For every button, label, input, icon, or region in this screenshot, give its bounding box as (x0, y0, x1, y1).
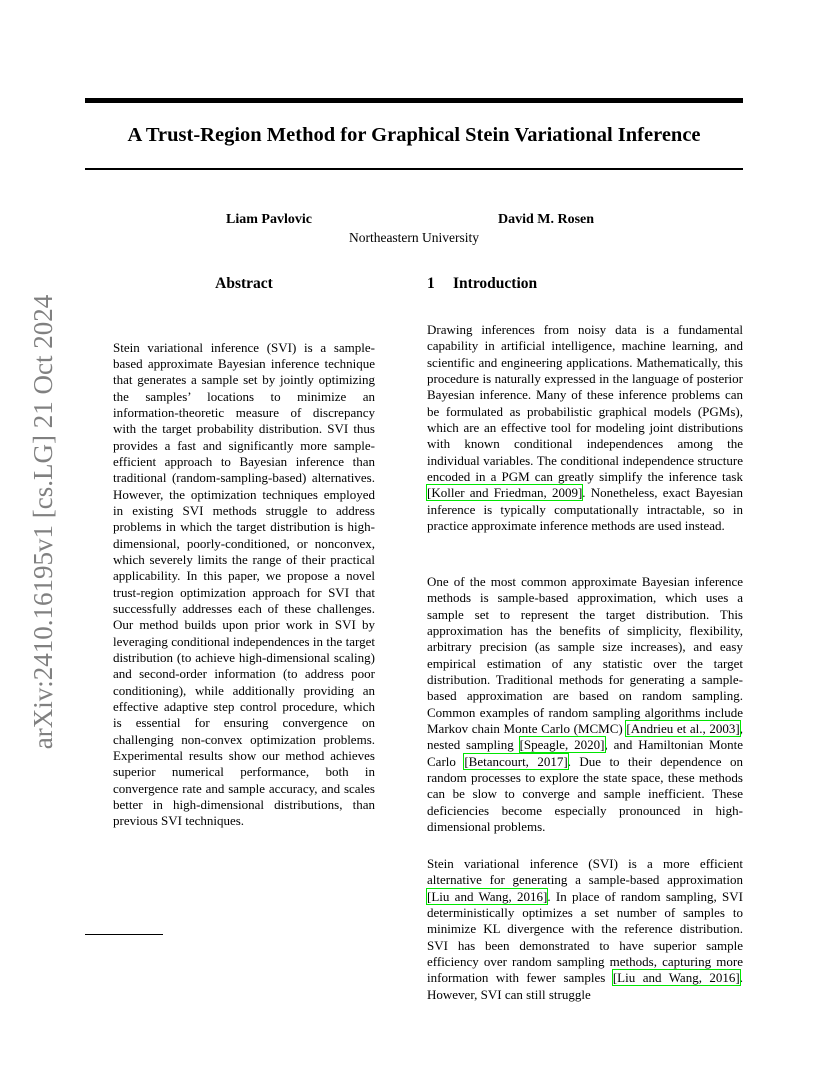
section-number: 1 (427, 275, 435, 292)
intro-paragraph (427, 574, 743, 836)
citation-link[interactable]: [Liu and Wang, 2016] (612, 970, 740, 986)
abstract-text: Stein variational inference (SVI) is a sample-based approximate Bayesian inference technique that generates a sample set by jointly optimizing the samples’ locations to minimize an information-theoretic measure of discrepancy with the target probability distribution. SVI thus provides a fast and significantly more sample-efficient approach to Bayesian inference than traditional (random-sampling-based) alternatives. However, the optimization techniques employed in existing SVI methods struggle to address problems in which the target distribution is high-dimensional, poorly-conditioned, or nonconvex, which severely limits the range of their practical applicability. In this paper, we propose a novel trust-region optimization approach for SVI that successfully addresses each of these challenges. Our method builds upon prior work in SVI by leveraging conditional independences in the target distribution (to achieve high-dimensional scaling) and second-order information (to address poor conditioning), while additionally providing an effective adaptive step control procedure, which is essential for ensuring convergence on challenging non-convex optimization problems. Experimental results show our method achieves superior numerical performance, both in convergence rate and sample accuracy, and scales better in high-dimensional distributions, than previous SVI techniques. (113, 339, 375, 829)
paragraph-text: Drawing inferences from noisy data is a fundamental capability in artificial intelligence, machine learning, and scientific and engineering applications. Mathematically, this procedure is naturally expressed in the language of posterior Bayesian inference. Many of these inference problems can be formulated as probabilistic graphical models (PGMs), which are an effective tool for modeling joint distributions with known conditional independences among the individual variables. The conditional independence structure encoded in a PGM can greatly simplify the inference task (427, 322, 743, 485)
abstract-heading: Abstract (215, 275, 273, 292)
arxiv-identifier-stamp: arXiv:2410.16195v1 [cs.LG] 21 Oct 2024 (28, 294, 58, 750)
title-bottom-rule (85, 168, 743, 170)
intro-paragraph (427, 856, 743, 1003)
citation-link[interactable]: [Andrieu et al., 2003] (626, 721, 740, 737)
citation-link[interactable]: [Speagle, 2020] (519, 737, 605, 753)
paragraph-text: One of the most common approximate Bayesian inference methods is sample-based approximation, which uses a sample set to represent the target distribution. This approximation has the benefits of simplicity, flexibility, arbitrary precision (as sample size increases), and easy empirical estimation of any statistic over the target distribution. Traditional methods for generating a sample-based approximation are based on random sampling. Common examples of random sampling algorithms include Markov chain Monte Carlo (MCMC) (427, 574, 743, 737)
paper-title: A Trust-Region Method for Graphical Stein Variational Inference (127, 124, 701, 146)
paragraph-text: . Nonetheless, exact Bayesian inference is typically computationally intractable, so in practice approximate inference methods are used instead. (427, 485, 743, 534)
author-name: Liam Pavlovic (226, 212, 312, 227)
paragraph-text: . In place of random sampling, SVI deterministically optimizes a set number of samples to minimize KL divergence with the reference distribution. SVI has been demonstrated to have superior sample efficiency over random sampling methods, capturing more information with fewer samples (427, 888, 744, 986)
paragraph-text: . However, SVI can still struggle (427, 970, 743, 1002)
citation-link[interactable]: [Liu and Wang, 2016] (427, 888, 548, 904)
citation-link[interactable]: [Betancourt, 2017] (464, 753, 568, 769)
author-affiliation: Northeastern University (348, 230, 480, 245)
intro-paragraph (427, 322, 743, 534)
paragraph-text: Stein variational inference (SVI) is a more efficient alternative for generating a sample-based approximation (427, 856, 743, 888)
paragraph-text: , and Hamiltonian Monte Carlo (427, 737, 743, 769)
citation-link[interactable]: [Koller and Friedman, 2009] (427, 485, 583, 501)
author-name: David M. Rosen (498, 212, 595, 227)
section-title: Introduction (453, 275, 538, 292)
title-top-rule (85, 98, 743, 103)
paragraph-text: . Due to their dependence on random processes to explore the state space, these methods can be slow to converge and sample inefficient. These deficiencies become especially pronounced in high-dimensional problems. (427, 753, 743, 835)
footnote-rule (85, 934, 163, 935)
section-heading (427, 274, 743, 294)
paragraph-text: , nested sampling (427, 721, 743, 753)
